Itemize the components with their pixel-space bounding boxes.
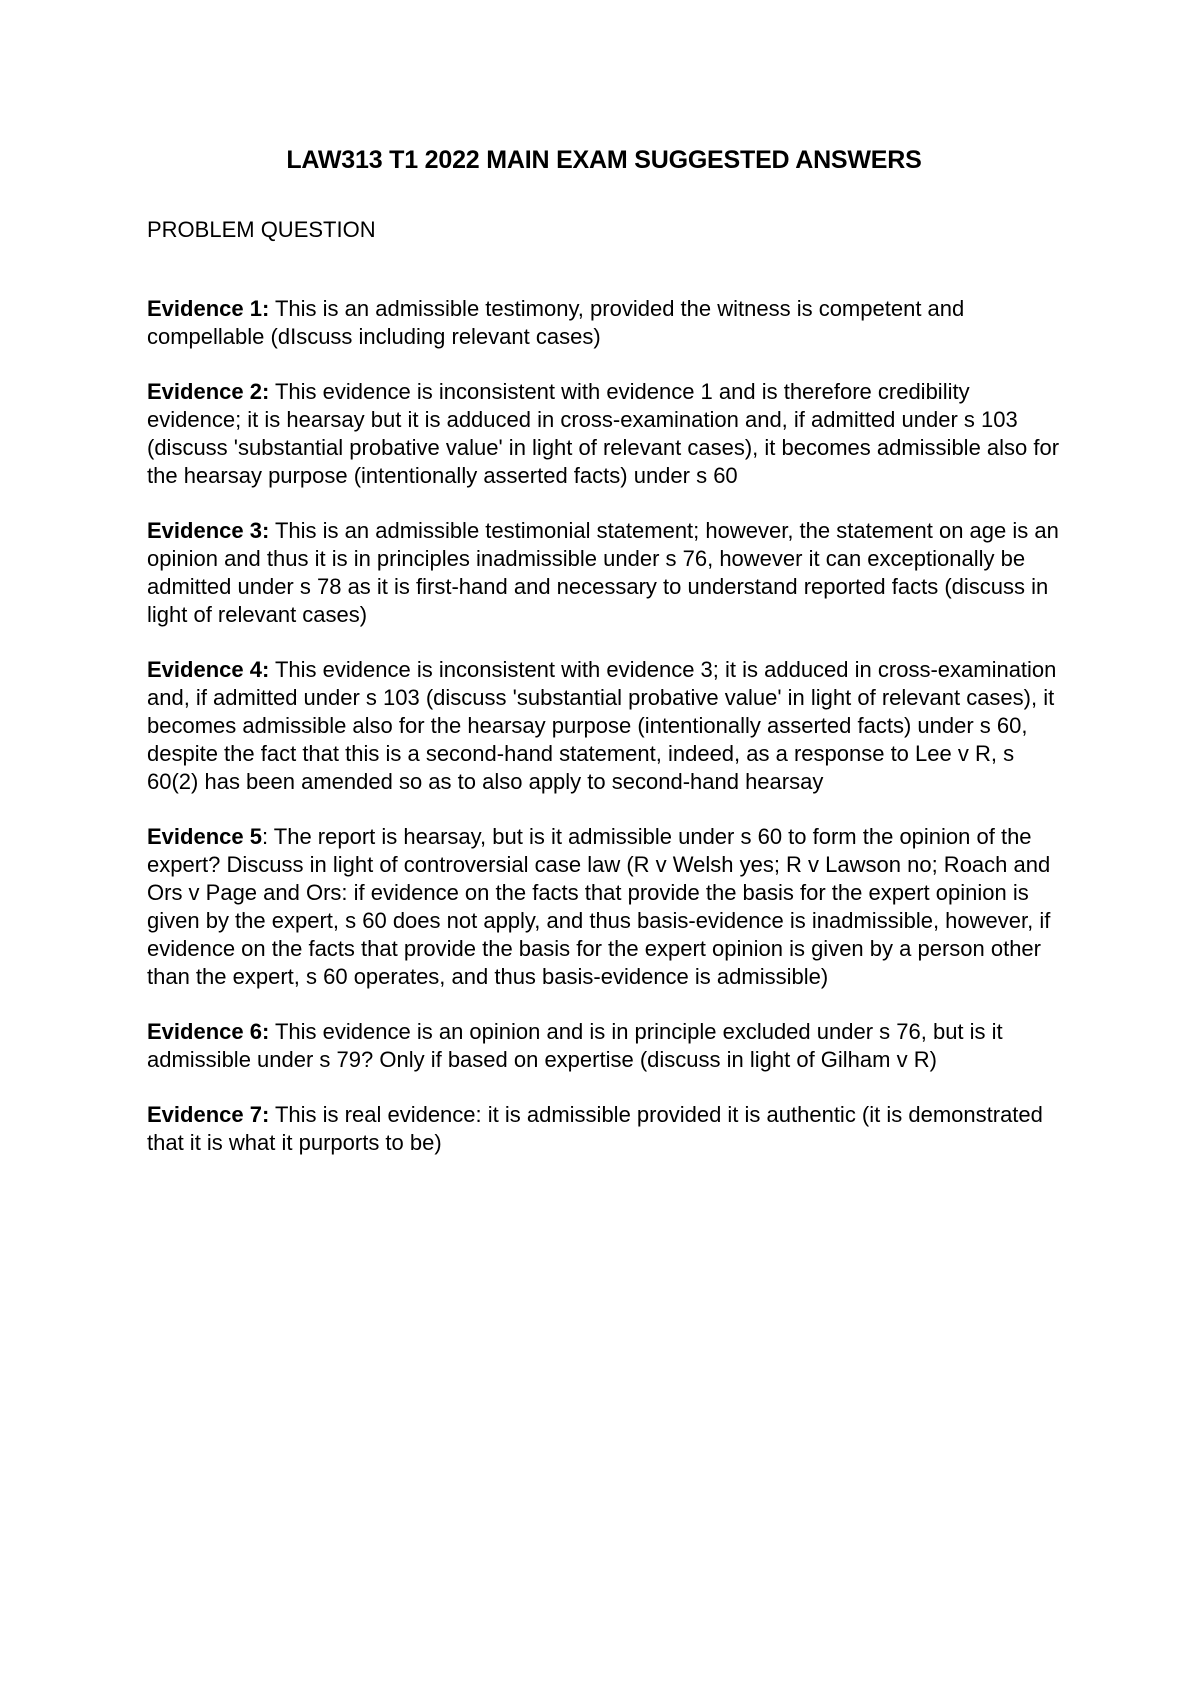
evidence-5-text: : The report is hearsay, but is it admissible under s 60 to form the opinion of the expert? Discuss in light of controversial case law (R v Welsh yes; R v Lawson no; Roach and Ors v Page and Ors: if evidence on the facts that provide the basis for the expert opinion is given by the expert, s 60 does not apply, and thus basis-evidence is inadmissible, however, if evidence on the facts that provide the basis for the expert opinion is given by a person other than the expert, s 60 operates, and thus basis-evidence is admissible)	[147, 824, 1051, 989]
evidence-2-text: This evidence is inconsistent with evidence 1 and is therefore credibility evidence; it is hearsay but it is adduced in cross-examination and, if admitted under s 103 (discuss 'substantial probative value' in light of relevant cases), it becomes admissible also for the hearsay purpose (intentionally asserted facts) under s 60	[147, 379, 1060, 488]
evidence-3-text: This is an admissible testimonial statement; however, the statement on age is an opinion and thus it is in principles inadmissible under s 76, however it can exceptionally be admitted under s 78 as it is first-hand and necessary to understand reported facts (discuss in light of relevant cases)	[147, 518, 1059, 627]
evidence-1-paragraph	[147, 295, 1067, 351]
evidence-4-text: This evidence is inconsistent with evidence 3; it is adduced in cross-examination and, if admitted under s 103 (discuss 'substantial probative value' in light of relevant cases), it becomes admissible also for the hearsay purpose (intentionally asserted facts) under s 60, despite the fact that this is a second-hand statement, indeed, as a response to Lee v R, s 60(2) has been amended so as to also apply to second-hand hearsay	[147, 657, 1057, 794]
section-heading: PROBLEM QUESTION	[147, 217, 376, 242]
evidence-7-paragraph	[147, 1101, 1067, 1157]
evidence-5-label: Evidence 5	[147, 824, 262, 849]
evidence-2-paragraph	[147, 378, 1067, 490]
evidence-2-label: Evidence 2:	[147, 379, 270, 404]
evidence-4-label: Evidence 4:	[147, 657, 270, 682]
evidence-6-label: Evidence 6:	[147, 1019, 270, 1044]
evidence-7-label: Evidence 7:	[147, 1102, 270, 1127]
evidence-1-text: This is an admissible testimony, provided the witness is competent and compellable (dIscuss including relevant cases)	[147, 296, 965, 349]
evidence-3-paragraph	[147, 517, 1067, 629]
document-title: LAW313 T1 2022 MAIN EXAM SUGGESTED ANSWERS	[286, 146, 922, 174]
evidence-5-paragraph	[147, 823, 1067, 991]
evidence-4-paragraph	[147, 656, 1067, 796]
evidence-7-text: This is real evidence: it is admissible provided it is authentic (it is demonstrated that it is what it purports to be)	[147, 1102, 1043, 1155]
evidence-1-label: Evidence 1:	[147, 296, 270, 321]
evidence-3-label: Evidence 3:	[147, 518, 270, 543]
document-content	[147, 143, 1067, 1184]
evidence-6-paragraph	[147, 1018, 1067, 1074]
evidence-6-text: This evidence is an opinion and is in principle excluded under s 76, but is it admissible under s 79? Only if based on expertise (discuss in light of Gilham v R)	[147, 1019, 1003, 1072]
